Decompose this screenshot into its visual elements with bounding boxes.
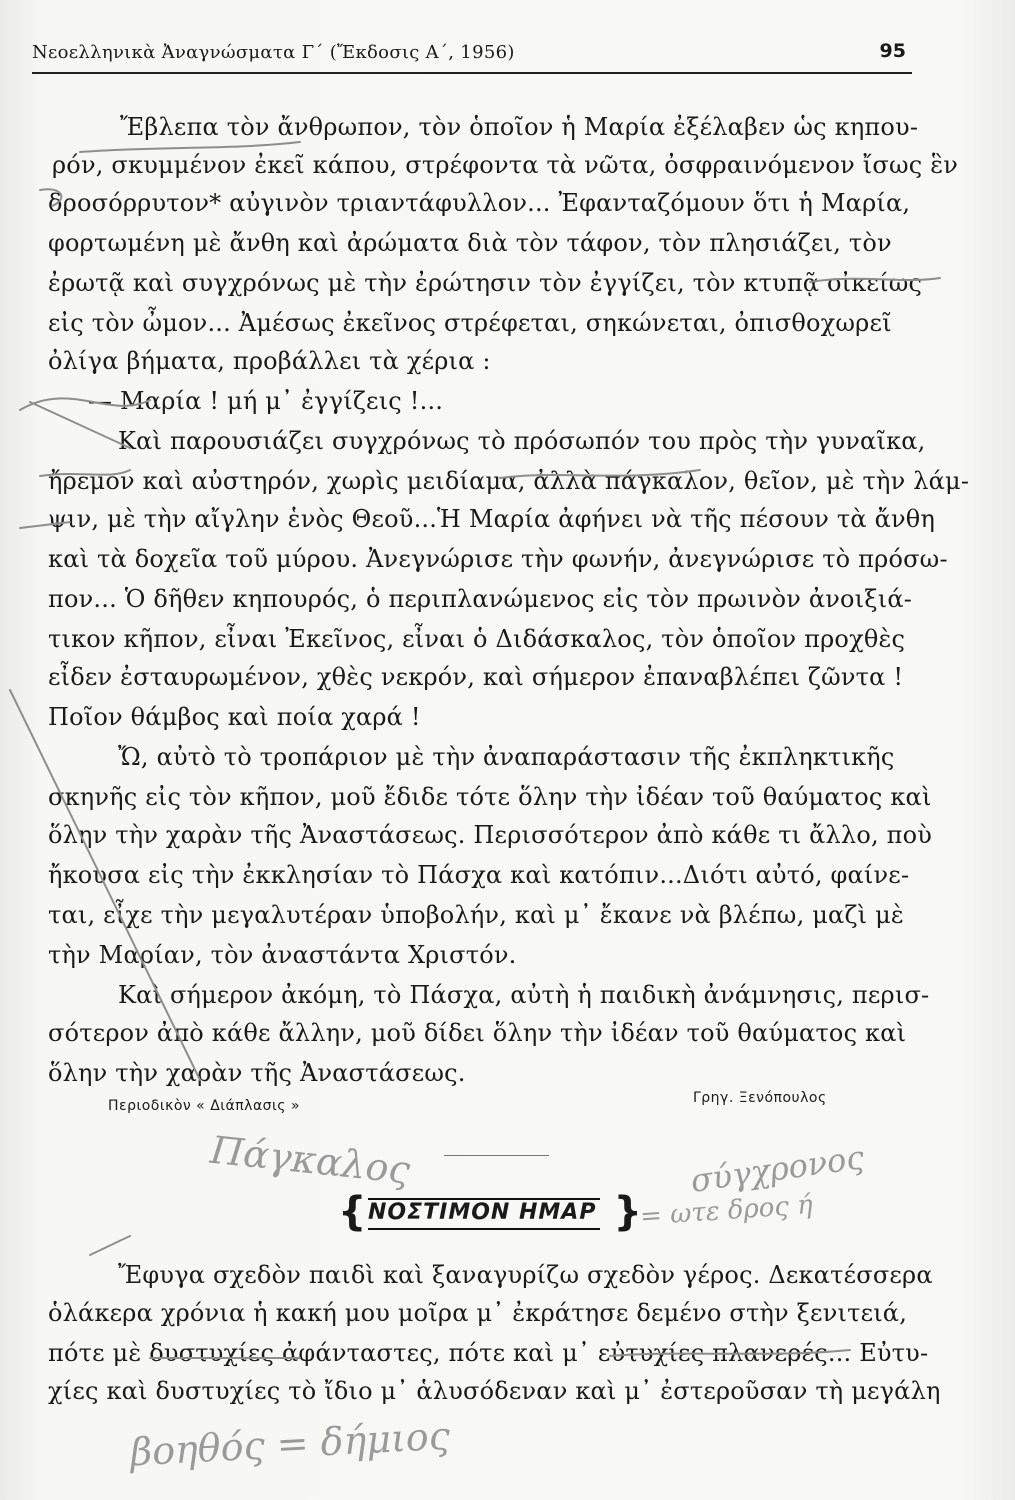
source-credit: Περιοδικὸν « Διάπλασις » [108,1098,301,1114]
text-line: ὀλίγα βήματα, προβάλλει τὰ χέρια : [48,347,491,375]
text-line: ἐρωτᾷ καὶ συγχρόνως μὲ τὴν ἐρώτησιν τὸν ἐγγίζει, τὸν κτυπᾷ οἰκείως [48,269,923,297]
text-line: πότε μὲ δυστυχίες ἀφάνταστες, πότε καὶ μ᾿ εὐτυχίες πλανερές... Εὐτυ- [48,1339,929,1367]
text-line: ται, εἶχε τὴν μεγαλυτέραν ὑποβολήν, καὶ μ᾿ ἔκανε νὰ βλέπω, μαζὶ μὲ [48,901,904,929]
handwritten-note-left: Πάγκαλος [208,1127,413,1193]
text-line: σότερον ἀπὸ κάθε ἄλλην, μοῦ δίδει ὅλην τὴν ἰδέαν τοῦ θαύματος καὶ [48,1019,907,1047]
handwritten-note-right-2: = ωτε δρος ή [639,1190,814,1232]
text-line: ρόν, σκυμμένον ἐκεῖ κάπου, στρέφοντα τὰ νῶτα, ὀσφραινόμενον ἴσως ἓν [52,151,959,179]
text-line: φορτωμένη μὲ ἄνθη καὶ ἀρώματα διὰ τὸν τάφον, τὸν πλησιάζει, τὸν [48,229,892,257]
pencil-underline [40,470,130,476]
left-brace-icon: { [338,1189,367,1235]
text-line: καὶ τὰ δοχεῖα τοῦ μύρου. Ἀνεγνώρισε τὴν φωνήν, ἀνεγνώρισε τὸ πρόσω- [48,545,948,573]
text-line: Καὶ σήμερον ἀκόμη, τὸ Πάσχα, αὐτὴ ἡ παιδικὴ ἀνάμνησις, περισ- [118,981,930,1009]
text-line: τικον κῆπον, εἶναι Ἐκεῖνος, εἶναι ὁ Διδάσκαλος, τὸν ὁποῖον προχθὲς [48,625,906,653]
pencil-cross-stroke [30,402,130,448]
text-line: τὴν Μαρίαν, τὸν ἀναστάντα Χριστόν. [48,941,517,969]
text-line: χίες καὶ δυστυχίες τὸ ἴδιο μ᾿ ἁλυσόδεναν καὶ μ᾿ ἐστεροῦσαν τὴ μεγάλη [48,1377,941,1405]
text-line: ὁλάκερα χρόνια ἡ κακή μου μοῖρα μ᾿ ἐκράτησε δεμένο στὴν ξενιτειά, [48,1299,908,1327]
text-line: ψιν, μὲ τὴν αἴγλην ἑνὸς Θεοῦ...Ἡ Μαρία ἀφήνει νὰ τῆς πέσουν τὰ ἄνθη [48,505,936,533]
text-line: ὅλην τὴν χαρὰν τῆς Ἀναστάσεως. [48,1059,466,1087]
pencil-mark [20,522,70,528]
text-line: δροσόρρυτον* αὐγινὸν τριαντάφυλλον... Ἐφανταζόμουν ὅτι ἡ Μαρία, [48,189,911,217]
pencil-mark [40,189,61,206]
text-line: εἶδεν ἐσταυρωμένον, χθὲς νεκρόν, καὶ σήμερον ἐπαναβλέπει ζῶντα ! [48,663,904,691]
right-brace-icon: } [613,1189,642,1235]
author-credit: Γρηγ. Ξενόπουλος [693,1090,827,1106]
handwritten-note-right: σύγχρονος [688,1138,867,1200]
page-number: 95 [879,40,906,62]
text-line: ἤκουσα εἰς τὴν ἐκκλησίαν τὸ Πάσχα καὶ κατόπιν...Διότι αὐτό, φαίνε- [48,861,910,889]
text-line: — Μαρία ! μή μ᾿ ἐγγίζεις !... [88,387,444,415]
pencil-long-stroke [10,690,200,1080]
text-line: Ἔβλεπα τὸν ἄνθρωπον, τὸν ὁποῖον ἡ Μαρία ἐξέλαβεν ὡς κηπου- [120,113,919,141]
pencil-underline [610,1350,850,1356]
text-line: Καὶ παρουσιάζει συγχρόνως τὸ πρόσωπόν του πρὸς τὴν γυναῖκα, [118,427,926,455]
text-line: εἰς τὸν ὦμον... Ἀμέσως ἐκεῖνος στρέφεται, σηκώνεται, ὀπισθοχωρεῖ [48,309,892,337]
pencil-strike [500,470,700,478]
pencil-cross-stroke [20,398,150,410]
text-line: πον... Ὁ δῆθεν κηπουρός, ὁ περιπλανώμενος εἰς τὸν πρωινὸν ἀνοιξιά- [48,585,913,613]
text-line: σκηνῆς εἰς τὸν κῆπον, μοῦ ἔδιδε τότε ὅλην τὴν ἰδέαν τοῦ θαύματος καὶ [48,783,932,811]
handwritten-note-bottom: βοηθός = δήμιος [129,1413,451,1475]
text-line: ὅλην τὴν χαρὰν τῆς Ἀναστάσεως. Περισσότερον ἀπὸ κάθε τι ἄλλο, ποὺ [48,821,933,849]
text-line: Ἔφυγα σχεδὸν παιδὶ καὶ ξαναγυρίζω σχεδὸν γέρος. Δεκατέσσερα [118,1261,933,1289]
pencil-tick [90,1236,130,1255]
pencil-underline [80,142,300,152]
text-line: Ποῖον θάμβος καὶ ποία χαρά ! [48,703,421,731]
running-title: Νεοελληνικὰ Ἀναγνώσματα Γ΄ (Ἔκδοσις Α΄, 1956) [32,42,515,63]
section-heading-label: ΝΟΣΤΙΜΟΝ ΗΜΑΡ [368,1200,597,1225]
text-line: ἤρεμον καὶ αὐστηρόν, χωρὶς μειδίαμα, ἀλλὰ πάγκαλον, θεῖον, μὲ τὴν λάμ- [48,467,970,495]
text-line: Ὤ, αὐτὸ τὸ τροπάριον μὲ τὴν ἀναπαράστασιν τῆς ἐκπληκτικῆς [118,743,895,771]
pencil-strike [810,278,940,282]
